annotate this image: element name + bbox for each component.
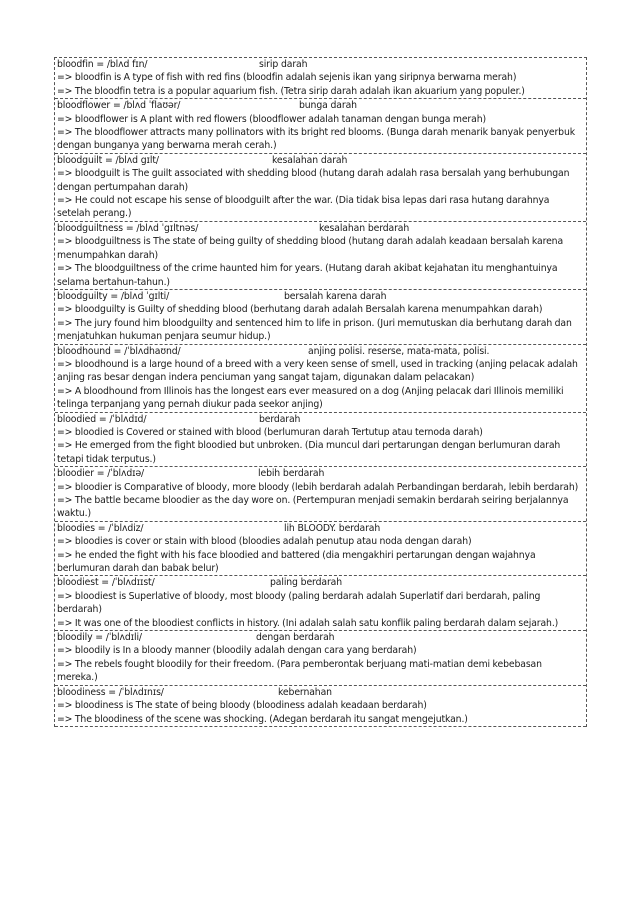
entry-meaning: dengan berdarah <box>256 632 335 644</box>
entry-bloodiest <box>55 576 586 631</box>
entry-meaning: lebih berdarah <box>258 468 325 480</box>
entry-example: => He emerged from the fight bloodied but unbroken. (Dia muncul dari pertarungan dengan berlumuran darah tetapi tidak terputus.) <box>57 440 561 465</box>
entry-example: => The bloodflower attracts many pollinators with its bright red blooms. (Bunga darah menarik banyak penyerbuk dengan bunganya yang berwarna merah cerah.) <box>57 127 575 152</box>
entry-word: bloodfin = /blʌd fɪn/ <box>57 59 148 70</box>
entry-word: bloodier = /ˈblʌdɪə/ <box>57 468 145 480</box>
entry-word: bloodflower = /blʌd ˈflaʊər/ <box>57 100 181 112</box>
entry-head <box>57 154 585 167</box>
entry-example: => The battle became bloodier as the day wore on. (Pertempuran menjadi semakin berdarah seiring berjalannya waktu.) <box>57 495 569 520</box>
entry-head <box>57 345 585 358</box>
dictionary-sheet <box>54 57 587 727</box>
entry-bloodguilt <box>55 154 586 222</box>
entry-head <box>57 413 585 426</box>
entry-bloodily <box>55 631 586 686</box>
entry-bloodguiltness <box>55 222 586 290</box>
entry-bloodies <box>55 522 586 577</box>
entry-definition: => bloodhound is a large hound of a breed with a very keen sense of smell, used in tracking (anjing pelacak adalah anjing ras besar dengan indera penciuman yang sangat tajam, digunakan dalam pelacakan) <box>57 358 578 384</box>
entry-meaning: bunga darah <box>299 100 357 112</box>
entry-meaning: berdarah <box>259 413 301 425</box>
entry-bloodiness <box>55 686 586 727</box>
entry-definition: => bloodflower is A plant with red flowers (bloodflower adalah tanaman dengan bunga merah) <box>57 113 486 125</box>
entry-definition: => bloodguilty is Guilty of shedding blood (berhutang darah adalah Bersalah karena menumpahkan darah) <box>57 304 543 316</box>
entry-bloodied <box>55 413 586 468</box>
entry-head <box>57 631 585 644</box>
entry-word: bloodhound = /ˈblʌdhaʊnd/ <box>57 345 181 357</box>
entry-meaning: anjing polisi. reserse, mata-mata, polisi. <box>308 345 490 357</box>
entry-word: bloodguiltness = /blʌd ˈgɪltnəs/ <box>57 222 199 234</box>
entry-bloodier <box>55 467 586 522</box>
entry-example: => It was one of the bloodiest conflicts in history. (Ini adalah salah satu konflik paling berdarah dalam sejarah.) <box>57 617 559 629</box>
entry-definition: => bloodguiltness is The state of being guilty of shedding blood (hutang darah adalah keadaan bersalah karena menumpahkan darah) <box>57 236 564 261</box>
entry-meaning: lih BLOODY. berdarah <box>284 522 381 534</box>
entry-definition: => bloodfin is A type of fish with red fins (bloodfin adalah sejenis ikan yang siripnya berwarna merah) <box>57 72 517 84</box>
entry-example: => The jury found him bloodguilty and sentenced him to life in prison. (Juri memutuskan dia berhutang darah dan menjatuhkan hukuman penjara seumur hidup.) <box>57 317 572 343</box>
entry-example: => The rebels fought bloodily for their freedom. (Para pemberontak berjuang mati-matian demi kebebasan mereka.) <box>57 658 542 684</box>
entry-word: bloodguilty = /blʌd ˈgɪlti/ <box>57 290 170 302</box>
entry-head <box>57 222 585 235</box>
entry-definition: => bloodily is In a bloody manner (bloodily adalah dengan cara yang berdarah) <box>57 645 417 657</box>
entry-meaning: bersalah karena darah <box>284 290 387 302</box>
entry-meaning: kebernahan <box>278 686 332 698</box>
entry-meaning: paling berdarah <box>270 577 343 589</box>
entry-definition: => bloodguilt is The guilt associated with shedding blood (hutang darah adalah rasa bersalah yang berhubungan dengan pertumpahan darah) <box>57 168 570 193</box>
entry-head <box>57 467 585 480</box>
entry-definition: => bloodies is cover or stain with blood (bloodies adalah penutup atau noda dengan darah) <box>57 536 472 548</box>
entry-head <box>57 290 585 303</box>
entry-word: bloodguilt = /blʌd gɪlt/ <box>57 154 159 166</box>
entry-head <box>57 522 585 535</box>
entry-example: => he ended the fight with his face bloodied and battered (dia mengakhiri pertarungan dengan wajahnya berlumuran darah dan babak belur) <box>57 549 536 575</box>
entry-example: => The bloodfin tetra is a popular aquarium fish. (Tetra sirip darah adalah ikan akuarium yang populer.) <box>57 85 525 97</box>
entry-bloodguilty <box>55 290 586 345</box>
entry-bloodflower <box>55 99 586 154</box>
entry-meaning: kesalahan darah <box>272 154 348 166</box>
entry-head <box>57 576 585 589</box>
entry-word: bloodies = /ˈblʌdiz/ <box>57 522 144 534</box>
entry-example: => The bloodguiltness of the crime haunted him for years. (Hutang darah akibat kejahatan itu menghantuinya selama bertahun-tahun.) <box>57 263 558 288</box>
entry-example: => The bloodiness of the scene was shocking. (Adegan berdarah itu sangat mengejutkan.) <box>57 713 468 725</box>
entry-head <box>57 686 585 699</box>
entry-bloodfin <box>55 58 586 99</box>
entry-word: bloodied = /ˈblʌdɪd/ <box>57 413 147 425</box>
entry-meaning: sirip darah <box>259 59 308 70</box>
entry-definition: => bloodiest is Superlative of bloody, most bloody (paling berdarah adalah Superlatif dari berdarah, paling berdarah) <box>57 590 541 616</box>
entry-definition: => bloodier is Comparative of bloody, more bloody (lebih berdarah adalah Perbandingan berdarah, lebih berdarah) <box>57 481 579 493</box>
entry-example: => A bloodhound from Illinois has the longest ears ever measured on a dog (Anjing pelacak dari Illinois memiliki telinga terpanjang yang pernah diukur pada seekor anjing) <box>57 385 564 411</box>
entry-definition: => bloodied is Covered or stained with blood (berlumuran darah Tertutup atau ternoda darah) <box>57 426 483 438</box>
entry-example: => He could not escape his sense of bloodguilt after the war. (Dia tidak bisa lepas dari rasa hutang darahnya setelah perang.) <box>57 195 550 220</box>
entry-head <box>57 99 585 112</box>
entry-word: bloodiness = /ˈblʌdɪnɪs/ <box>57 686 164 698</box>
entry-bloodhound <box>55 345 586 413</box>
entry-word: bloodiest = /ˈblʌdɪɪst/ <box>57 577 155 589</box>
entry-meaning: kesalahan berdarah <box>319 222 410 234</box>
entry-head <box>57 58 585 71</box>
entry-word: bloodily = /ˈblʌdɪli/ <box>57 632 142 644</box>
entry-definition: => bloodiness is The state of being bloody (bloodiness adalah keadaan berdarah) <box>57 700 427 712</box>
